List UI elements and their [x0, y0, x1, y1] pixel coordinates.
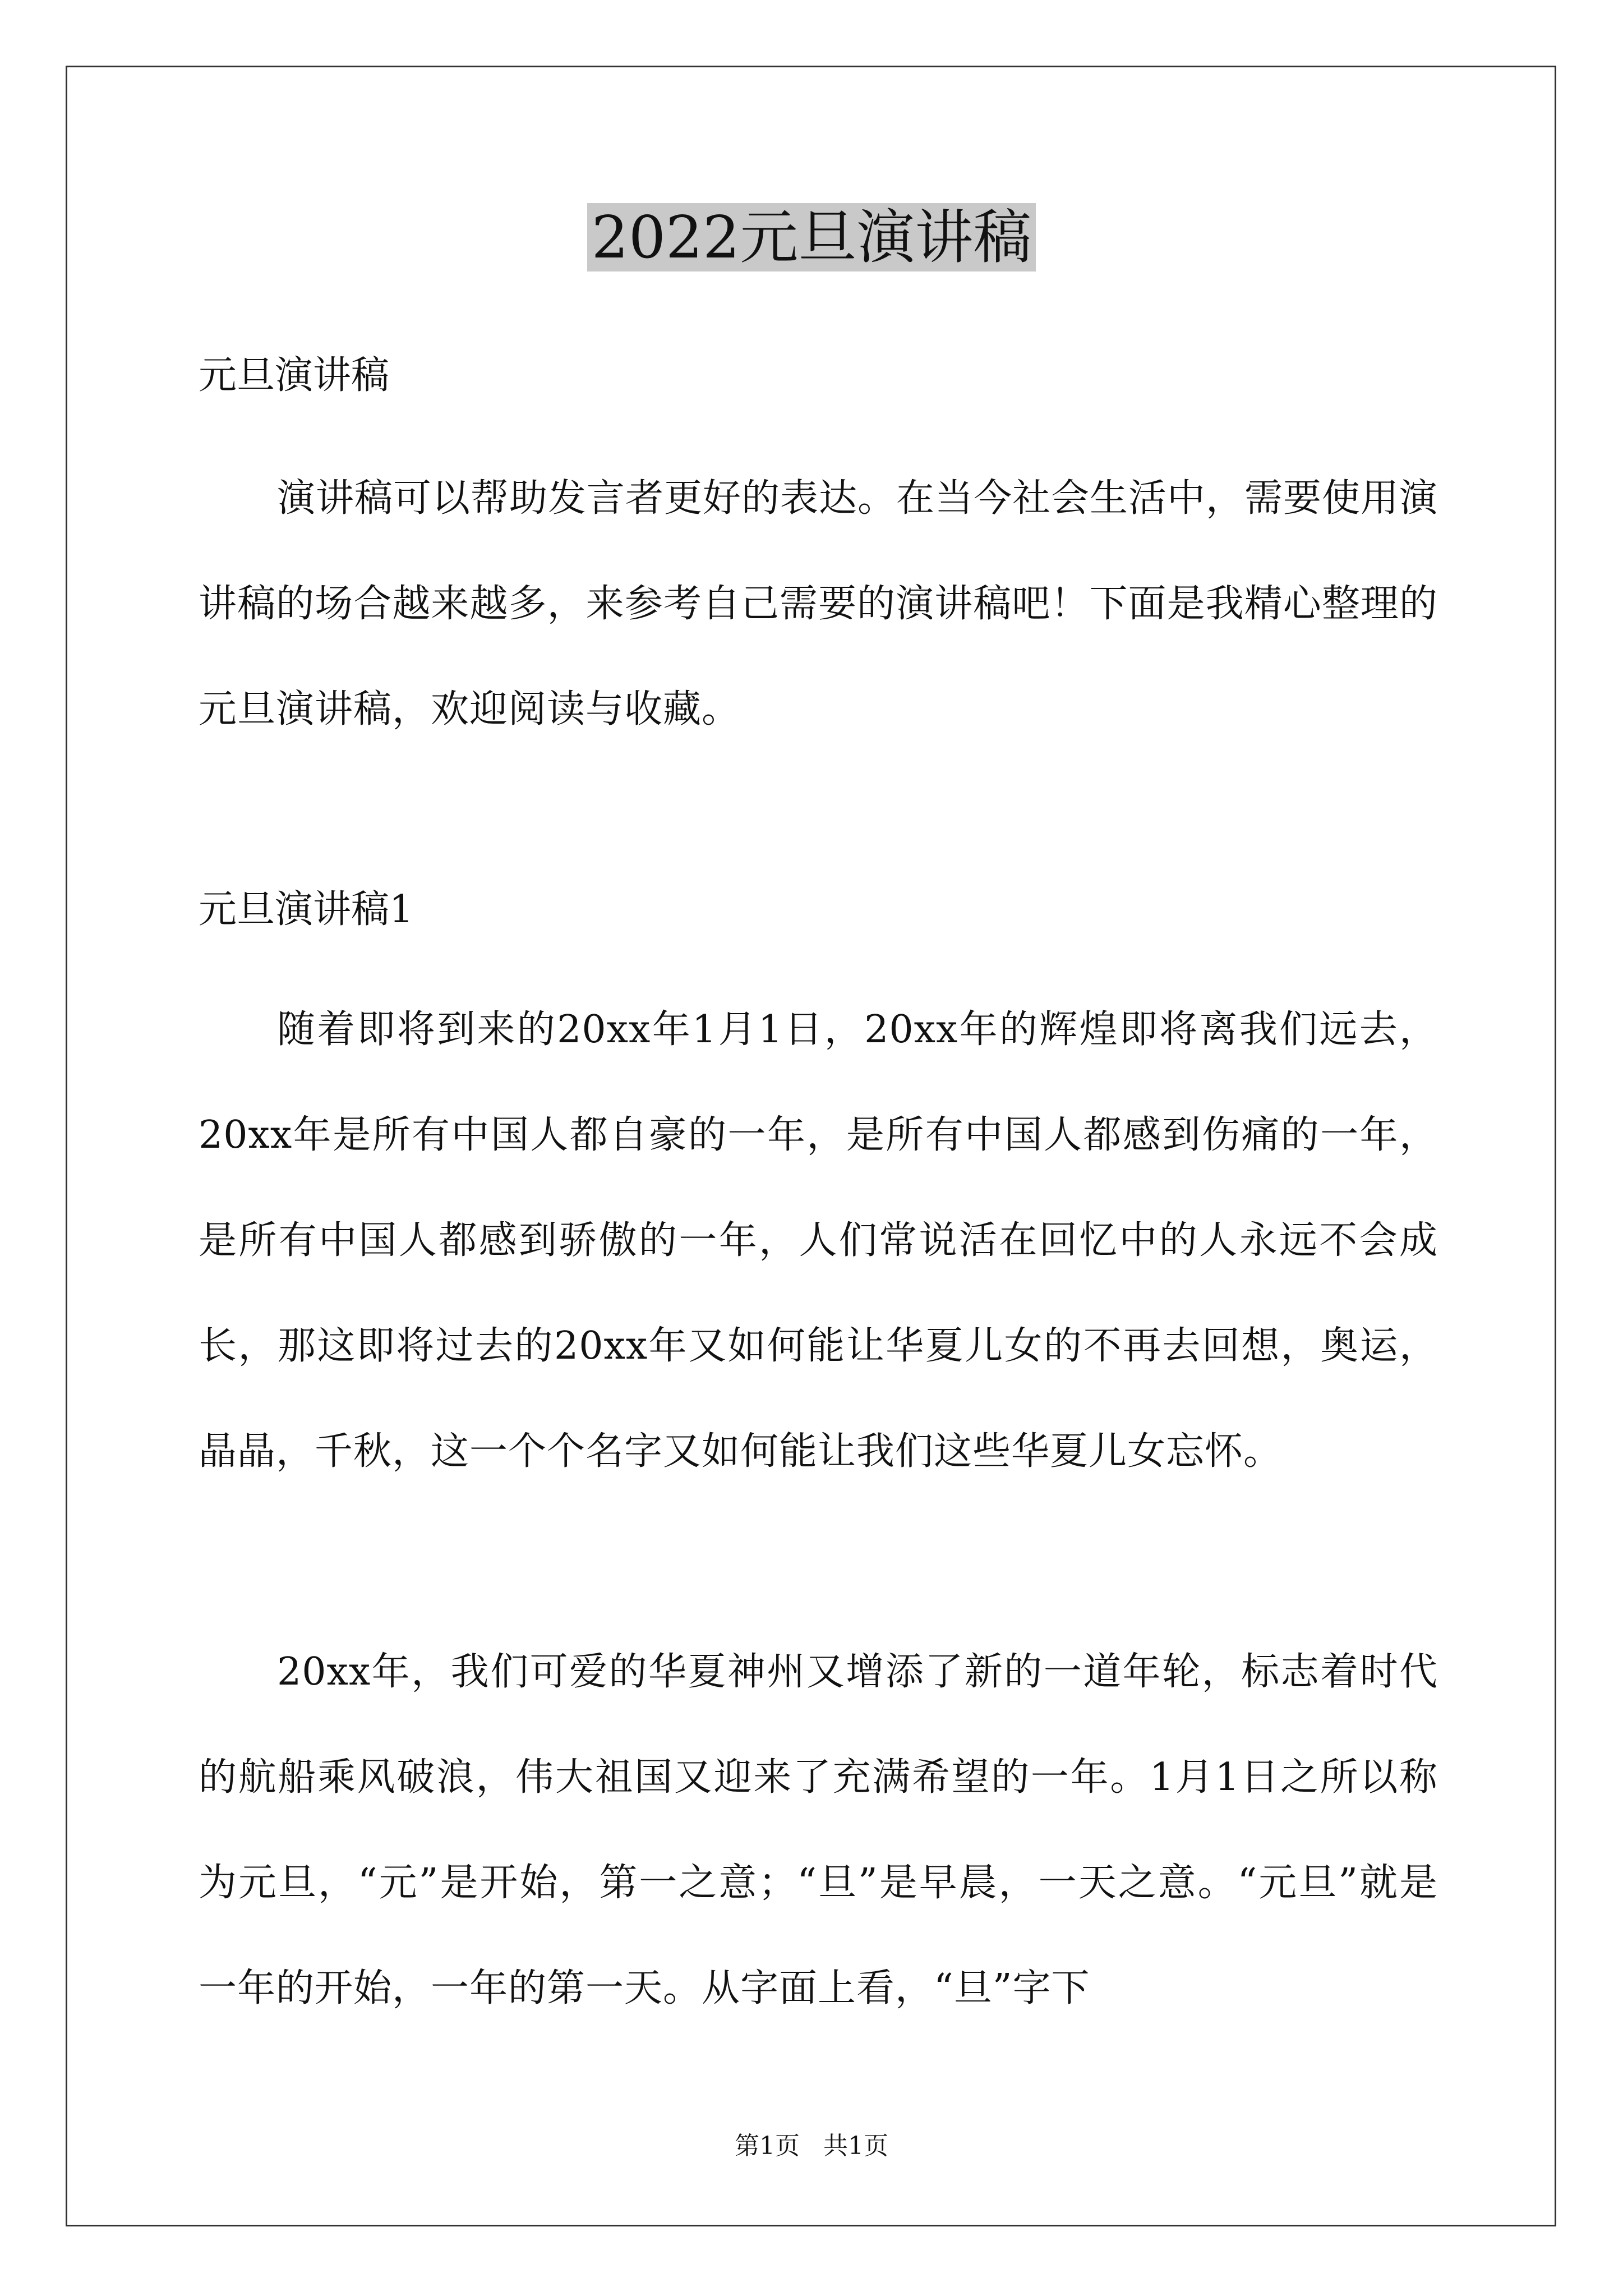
document-title [0, 201, 1623, 274]
body-paragraph-1: 随着即将到来的20xx年1月1日，20xx年的辉煌即将离我们远去，20xx年是所有中国人都自豪的一年，是所有中国人都感到伤痛的一年，是所有中国人都感到骄傲的一年，人们常说活在回忆中的人永远不会成长，那这即将过去的20xx年又如何能让华夏儿女的不再去回想，奥运，晶晶，千秋，这一个个名字又如何能让我们这些华夏儿女忘怀。 [199, 1007, 1438, 1474]
document-subtitle: 元旦演讲稿 [199, 353, 390, 398]
body-paragraph-2: 20xx年，我们可爱的华夏神州又增添了新的一道年轮，标志着时代的航船乘风破浪，伟大祖国又迎来了充满希望的一年。1月1日之所以称为元旦，“元”是开始，第一之意；“旦”是早晨，一天之意。“元旦”就是一年的开始，一年的第一天。从字面上看，“旦”字下 [199, 1650, 1438, 2010]
page-footer: 第1页 共1页 [735, 2132, 888, 2160]
section-heading: 元旦演讲稿1 [199, 887, 414, 932]
intro-paragraph: 演讲稿可以帮助发言者更好的表达。在当今社会生活中，需要使用演讲稿的场合越来越多，来参考自己需要的演讲稿吧！下面是我精心整理的元旦演讲稿，欢迎阅读与收藏。 [199, 476, 1438, 731]
title-text: 2022元旦演讲稿 [587, 203, 1036, 272]
